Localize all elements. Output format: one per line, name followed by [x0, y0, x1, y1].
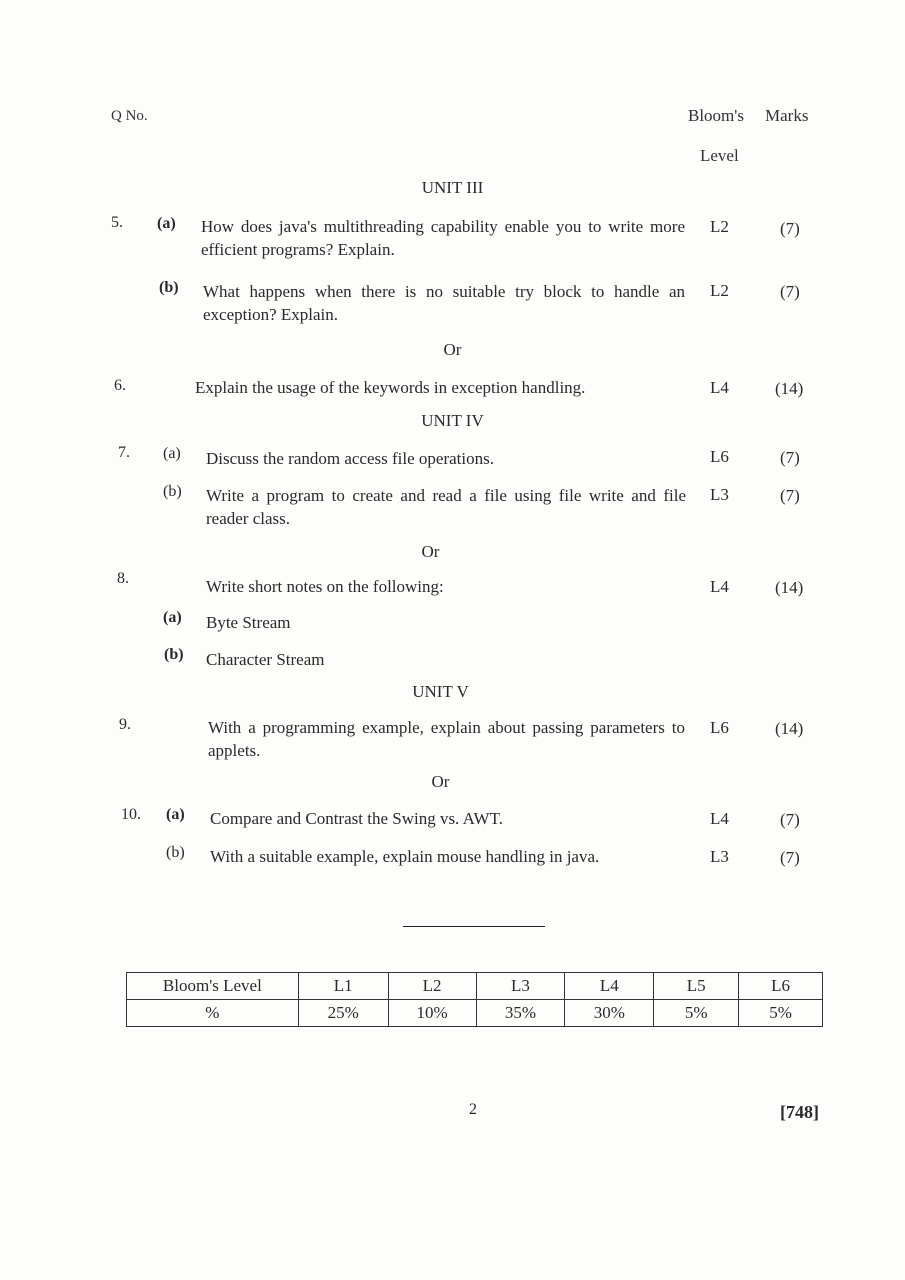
- marks-header: Marks: [765, 106, 809, 125]
- marks: (7): [780, 848, 800, 867]
- table-cell: 10%: [388, 1000, 476, 1027]
- blooms-level: L3: [710, 485, 729, 504]
- question-text: With a programming example, explain about passing parameters to applets.: [208, 718, 685, 760]
- qno-header: Q No.: [111, 108, 148, 124]
- question-text: Character Stream: [206, 650, 325, 669]
- table-cell: L4: [565, 973, 654, 1000]
- page-number: 2: [469, 1101, 477, 1118]
- subpart-label: (b): [164, 646, 184, 663]
- question-text: Explain the usage of the keywords in exception handling.: [195, 378, 586, 397]
- marks: (14): [775, 719, 804, 738]
- table-cell: L3: [476, 973, 565, 1000]
- table-row: [127, 973, 823, 1000]
- or-separator: Or: [443, 340, 462, 359]
- question-number: 7.: [118, 444, 130, 461]
- question-text: Write a program to create and read a file using file write and file reader class.: [206, 486, 686, 528]
- unit-3-heading: UNIT III: [421, 178, 484, 197]
- subpart-label: (a): [163, 445, 181, 462]
- blooms-level: L2: [710, 281, 729, 300]
- table-row: [127, 1000, 823, 1027]
- subpart-label: (a): [157, 215, 176, 232]
- question-text: Write short notes on the following:: [206, 577, 444, 596]
- table-cell: L1: [298, 973, 388, 1000]
- marks: (7): [780, 448, 800, 467]
- marks: (7): [780, 282, 800, 301]
- blooms-header: Bloom's: [688, 106, 744, 125]
- end-rule: [403, 926, 545, 927]
- blooms-level: L6: [710, 718, 729, 737]
- table-cell: Bloom's Level: [127, 973, 299, 1000]
- question-number: 10.: [121, 806, 141, 823]
- subpart-label: (b): [159, 279, 179, 296]
- question-text: Discuss the random access file operations.: [206, 449, 494, 468]
- paper-code: [748]: [780, 1102, 819, 1122]
- blooms-level: L4: [710, 378, 729, 397]
- blooms-level: L3: [710, 847, 729, 866]
- blooms-level-table: [126, 972, 823, 1027]
- table-cell: 5%: [654, 1000, 739, 1027]
- question-text: With a suitable example, explain mouse handling in java.: [210, 847, 600, 866]
- question-number: 8.: [117, 570, 129, 587]
- marks: (7): [780, 219, 800, 238]
- table-cell: L5: [654, 973, 739, 1000]
- marks: (7): [780, 486, 800, 505]
- or-separator: Or: [421, 542, 440, 561]
- subpart-label: (a): [163, 609, 182, 626]
- subpart-label: (b): [163, 483, 182, 500]
- question-number: 5.: [111, 214, 123, 231]
- question-number: 9.: [119, 716, 131, 733]
- question-text: How does java's multithreading capability enable you to write more efficient programs? Explain.: [201, 217, 685, 259]
- marks: (7): [780, 810, 800, 829]
- question-text: What happens when there is no suitable try block to handle an exception? Explain.: [203, 282, 685, 324]
- blooms-level: L4: [710, 809, 729, 828]
- marks: (14): [775, 578, 804, 597]
- table-cell: 25%: [298, 1000, 388, 1027]
- table-cell: L6: [739, 973, 823, 1000]
- table-cell: L2: [388, 973, 476, 1000]
- table-cell: 5%: [739, 1000, 823, 1027]
- unit-4-heading: UNIT IV: [421, 411, 484, 430]
- marks: (14): [775, 379, 804, 398]
- question-number: 6.: [114, 377, 126, 394]
- table-cell: %: [127, 1000, 299, 1027]
- unit-5-heading: UNIT V: [412, 682, 469, 701]
- question-text: Compare and Contrast the Swing vs. AWT.: [210, 809, 503, 828]
- table-cell: 35%: [476, 1000, 565, 1027]
- blooms-level: L6: [710, 447, 729, 466]
- blooms-level: L2: [710, 217, 729, 236]
- table-cell: 30%: [565, 1000, 654, 1027]
- level-header: Level: [700, 146, 739, 165]
- blooms-level: L4: [710, 577, 729, 596]
- subpart-label: (a): [166, 806, 185, 823]
- or-separator: Or: [431, 772, 450, 791]
- question-text: Byte Stream: [206, 613, 291, 632]
- subpart-label: (b): [166, 844, 185, 861]
